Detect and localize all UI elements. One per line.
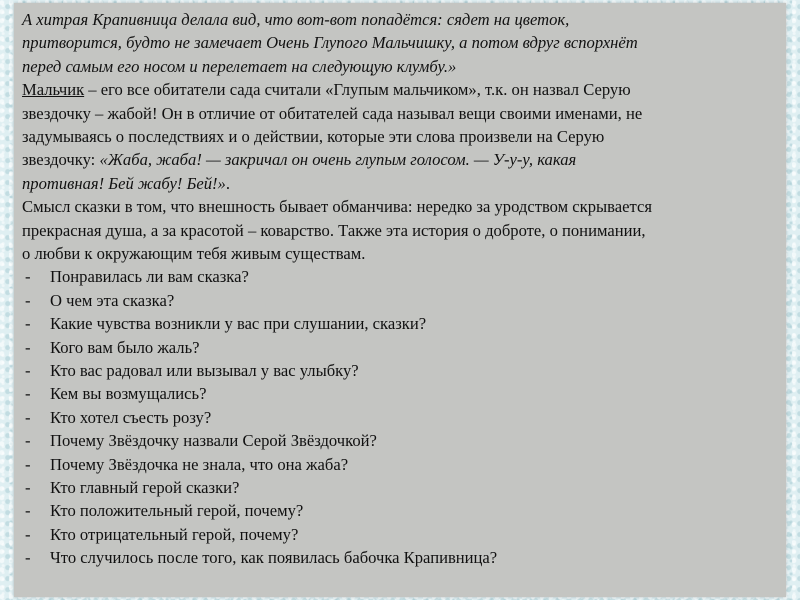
boy-term: Мальчик <box>22 80 85 100</box>
question-text: Что случилось после того, как появилась бабочка Крапивница? <box>50 548 498 568</box>
question-text: О чем эта сказка? <box>50 290 175 310</box>
question-item <box>22 429 782 452</box>
question-item <box>22 453 782 476</box>
bullet-dash: - <box>25 501 31 521</box>
meaning-line: прекрасная душа, а за красотой – коварство. Также эта история о доброте, о понимании, <box>22 220 646 240</box>
question-item <box>22 546 782 569</box>
boy-paragraph <box>22 78 782 195</box>
boy-line-text: звездочку: <box>22 150 100 170</box>
meaning-paragraph <box>22 195 782 265</box>
quote-paragraph <box>22 8 782 78</box>
boy-line-text: . <box>225 173 230 193</box>
question-text: Какие чувства возникли у вас при слушании, сказки? <box>50 314 427 334</box>
bullet-dash: - <box>25 407 31 427</box>
bullet-dash: - <box>25 267 31 287</box>
question-item <box>22 476 782 499</box>
questions-list <box>22 265 782 569</box>
meaning-line: о любви к окружающим тебя живым существам. <box>22 244 366 264</box>
question-item <box>22 359 782 382</box>
boy-line <box>22 148 782 171</box>
question-item <box>22 406 782 429</box>
question-item <box>22 312 782 335</box>
boy-quote-text: противная! Бей жабу! Бей!» <box>22 173 226 193</box>
boy-line <box>22 78 782 101</box>
boy-quote-text: «Жаба, жаба! — закричал он очень глупым голосом. — У-у-у, какая <box>99 150 577 170</box>
question-text: Понравилась ли вам сказка? <box>50 267 249 287</box>
bullet-dash: - <box>25 477 31 497</box>
question-item <box>22 265 782 288</box>
bullet-dash: - <box>25 290 31 310</box>
bullet-dash: - <box>25 361 31 381</box>
bullet-dash: - <box>25 337 31 357</box>
boy-line-text: – его все обитатели сада считали «Глупым мальчиком», т.к. он назвал Серую <box>84 80 631 100</box>
bullet-dash: - <box>25 454 31 474</box>
bullet-dash: - <box>25 431 31 451</box>
question-text: Кто хотел съесть розу? <box>50 407 212 427</box>
question-item <box>22 289 782 312</box>
bullet-dash: - <box>25 384 31 404</box>
question-text: Кто положительный герой, почему? <box>50 501 304 521</box>
bullet-dash: - <box>25 548 31 568</box>
bullet-dash: - <box>25 314 31 334</box>
question-item <box>22 382 782 405</box>
question-item <box>22 336 782 359</box>
question-text: Кто главный герой сказки? <box>50 477 240 497</box>
meaning-line: Смысл сказки в том, что внешность бывает обманчива: нередко за уродством скрывается <box>22 197 652 217</box>
question-text: Кого вам было жаль? <box>50 337 200 357</box>
question-text: Почему Звёздочку назвали Серой Звёздочкой? <box>50 431 377 451</box>
question-text: Кем вы возмущались? <box>50 384 207 404</box>
question-text: Кто вас радовал или вызывал у вас улыбку? <box>50 361 359 381</box>
quote-line: перед самым его носом и перелетает на следующую клумбу.» <box>22 56 457 76</box>
quote-line: А хитрая Крапивница делала вид, что вот-вот попадётся: сядет на цветок, <box>22 10 570 29</box>
slide-content <box>22 8 782 570</box>
question-item <box>22 499 782 522</box>
question-item <box>22 523 782 546</box>
boy-line: задумываясь о последствиях и о действии, которые эти слова произвели на Серую <box>22 127 605 147</box>
question-text: Кто отрицательный герой, почему? <box>50 524 299 544</box>
boy-line <box>22 172 782 195</box>
boy-line: звездочку – жабой! Он в отличие от обитателей сада называл вещи своими именами, не <box>22 103 643 123</box>
question-text: Почему Звёздочка не знала, что она жаба? <box>50 454 349 474</box>
bullet-dash: - <box>25 524 31 544</box>
quote-line: притворится, будто не замечает Очень Глупого Мальчишку, а потом вдруг вспорхнёт <box>22 33 638 53</box>
